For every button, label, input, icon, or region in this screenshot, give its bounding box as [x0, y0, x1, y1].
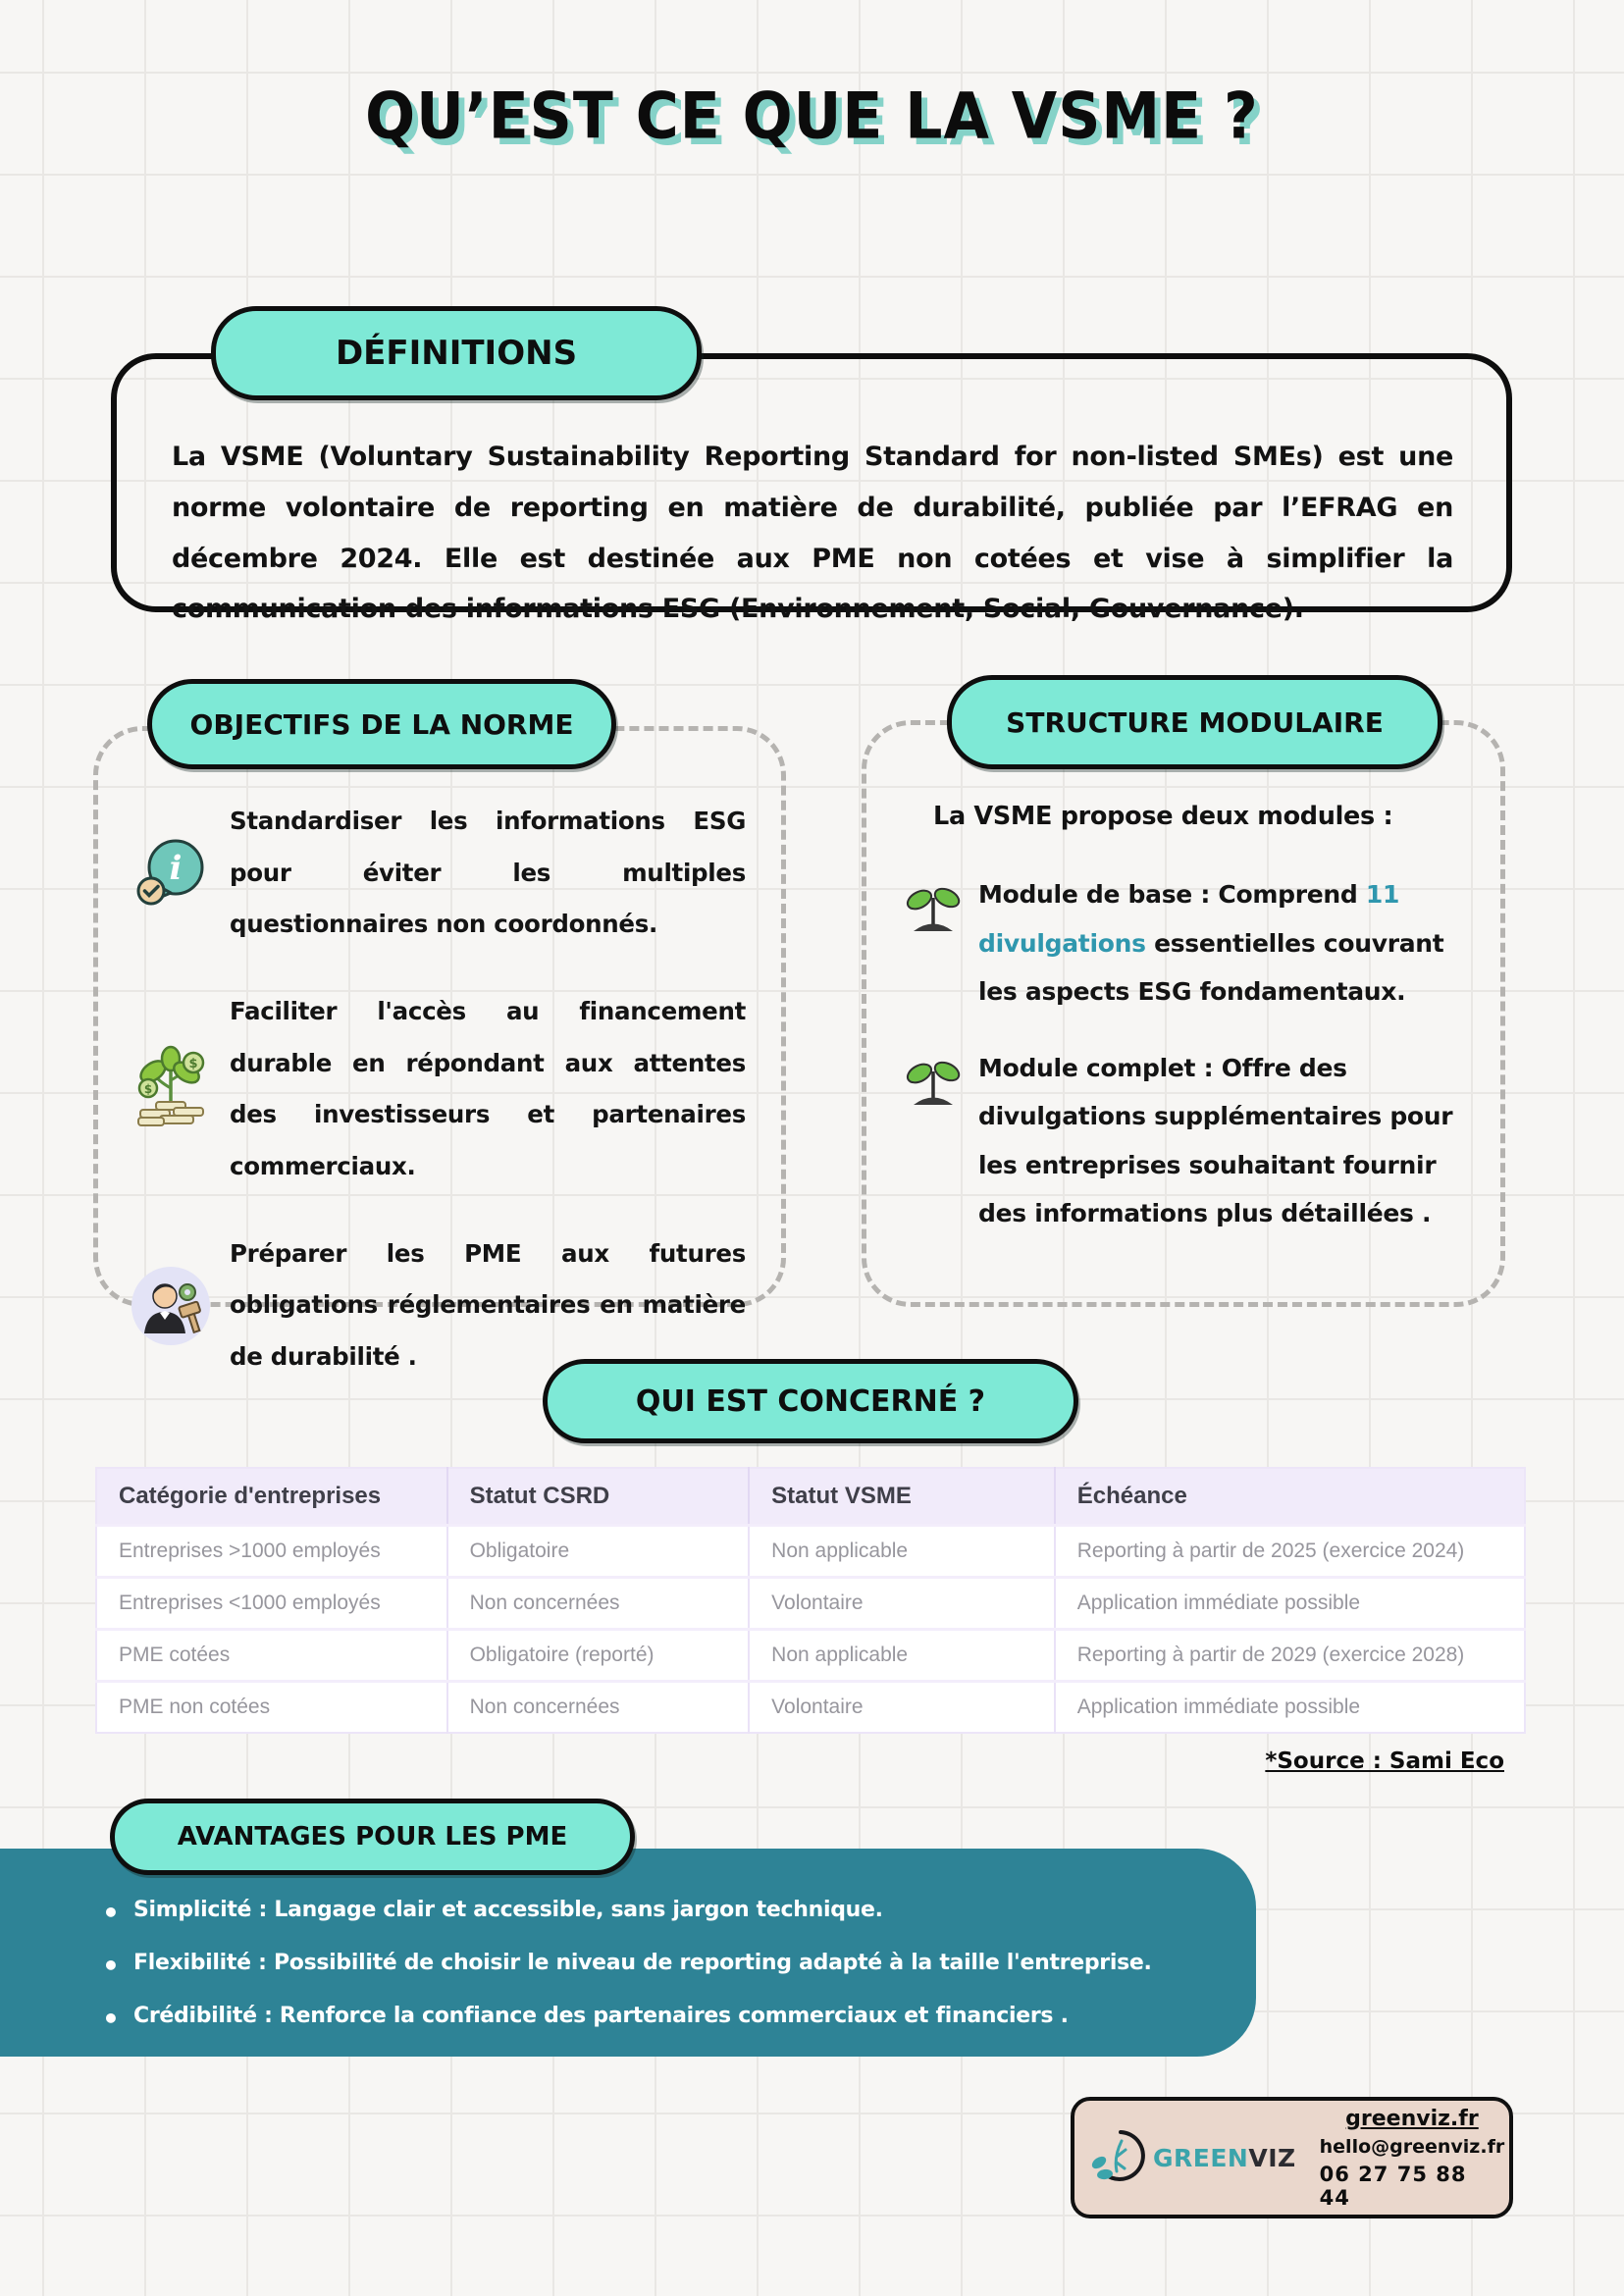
table-row — [96, 1629, 1525, 1681]
table-cell: Reporting à partir de 2025 (exercice 2024) — [1055, 1525, 1525, 1577]
table-cell: Application immédiate possible — [1055, 1681, 1525, 1733]
structure-intro: La VSME propose deux modules : — [933, 802, 1393, 831]
structure-box — [862, 720, 1505, 1307]
objective-text: Faciliter l'accès au financement durable en répondant aux attentes des investisseurs et partenaires commerciaux. — [230, 997, 746, 1181]
table-cell: Volontaire — [749, 1577, 1055, 1629]
table-header-categorie: Catégorie d'entreprises — [96, 1468, 447, 1525]
brand-wordmark-viz: VIZ — [1248, 2143, 1296, 2172]
table-cell: PME non cotées — [96, 1681, 447, 1733]
table-cell: Non applicable — [749, 1629, 1055, 1681]
structure-header-label: STRUCTURE MODULAIRE — [1006, 705, 1384, 739]
footer-contact-block — [1320, 2107, 1505, 2210]
brand-logo-block — [1088, 2126, 1296, 2189]
structure-text-prefix: Module de base : Comprend — [978, 880, 1366, 909]
table-cell: Entreprises >1000 employés — [96, 1525, 447, 1577]
table-cell: Entreprises <1000 employés — [96, 1577, 447, 1629]
greenviz-logo-icon — [1088, 2126, 1147, 2189]
objective-item — [126, 986, 746, 1193]
objective-text: Préparer les PME aux futures obligations réglementaires en matière de durabilité . — [230, 1238, 746, 1372]
source-note: *Source : Sami Eco — [1265, 1748, 1504, 1774]
table-row — [96, 1577, 1525, 1629]
table-row — [96, 1525, 1525, 1577]
seedling-icon — [900, 1044, 967, 1113]
structure-text — [978, 870, 1461, 1017]
brand-wordmark-green: GREEN — [1153, 2143, 1249, 2172]
definitions-header-label: DÉFINITIONS — [335, 334, 578, 373]
table-cell: PME cotées — [96, 1629, 447, 1681]
objectives-header-label: OBJECTIFS DE LA NORME — [189, 707, 574, 741]
table-cell: Application immédiate possible — [1055, 1577, 1525, 1629]
objectives-header-pill — [147, 679, 616, 769]
table-row — [96, 1681, 1525, 1733]
brand-wordmark — [1153, 2144, 1296, 2172]
definitions-text: La VSME (Voluntary Sustainability Reporting Standard for non-listed SMEs) est une norme volontaire de reporting en matière de durabilité, publiée par l’EFRAG en décembre 2024. Elle est destinée aux PME non cotées et vise à simplifier la communication des informations ESG (Environnement, Social, Gouvernance). — [172, 442, 1453, 625]
structure-text: Module complet : Offre des divulgations supplémentaires pour les entreprises souhaitant fournir des informations plus détaillées . — [978, 1053, 1453, 1227]
seedling-icon — [900, 870, 967, 939]
page-title: QU’EST CE QUE LA VSME ? — [365, 79, 1259, 154]
definitions-header-pill — [211, 306, 702, 400]
structure-text-highlight: 11 divulgations — [978, 880, 1400, 958]
table-header-echeance: Échéance — [1055, 1468, 1525, 1525]
advantages-header-pill — [110, 1799, 635, 1875]
structure-item — [900, 1044, 1461, 1238]
footer-card — [1071, 2097, 1513, 2218]
objective-item — [126, 796, 746, 951]
advantage-item: • Simplicité : Langage clair et accessible, sans jargon technique. — [98, 1896, 1217, 1926]
table-cell: Obligatoire — [447, 1525, 750, 1577]
structure-text-suffix: essentielles couvrant les aspects ESG fondamentaux. — [978, 928, 1444, 1006]
objectives-box — [93, 726, 786, 1372]
info-bubble-icon — [126, 832, 216, 914]
website-link[interactable]: greenviz.fr — [1345, 2106, 1479, 2131]
svg-text:i: i — [169, 849, 183, 888]
table-cell: Obligatoire (reporté) — [447, 1629, 750, 1681]
plant-coins-icon — [126, 1045, 216, 1133]
table-cell: Reporting à partir de 2029 (exercice 2028) — [1055, 1629, 1525, 1681]
concerned-table — [95, 1467, 1526, 1734]
structure-header-pill — [947, 675, 1442, 769]
concerned-header-label: QUI EST CONCERNÉ ? — [635, 1383, 986, 1419]
advantages-header-label: AVANTAGES POUR LES PME — [177, 1822, 568, 1852]
concerned-header-pill — [543, 1359, 1078, 1443]
advantages-box — [0, 1849, 1256, 2057]
table-header-csrd: Statut CSRD — [447, 1468, 750, 1525]
businessman-gavel-icon — [126, 1263, 216, 1349]
table-cell: Non applicable — [749, 1525, 1055, 1577]
objective-text: Standardiser les informations ESG pour éviter les multiples questionnaires non coordonnés. — [230, 807, 746, 939]
svg-text:$: $ — [188, 1057, 198, 1072]
advantage-item: • Flexibilité : Possibilité de choisir le niveau de reporting adapté à la taille l'entreprise. — [98, 1949, 1217, 1979]
structure-item — [900, 870, 1461, 1017]
svg-text:$: $ — [143, 1082, 153, 1097]
table-header-row — [96, 1468, 1525, 1525]
table-cell: Non concernées — [447, 1577, 750, 1629]
email-link[interactable]: hello@greenviz.fr — [1319, 2135, 1505, 2158]
table-cell: Volontaire — [749, 1681, 1055, 1733]
phone-number[interactable]: 06 27 75 88 44 — [1319, 2162, 1467, 2210]
advantages-list — [0, 1849, 1256, 2031]
table-header-vsme: Statut VSME — [749, 1468, 1055, 1525]
advantage-item: • Crédibilité : Renforce la confiance des partenaires commerciaux et financiers . — [98, 2002, 1217, 2032]
table-cell: Non concernées — [447, 1681, 750, 1733]
